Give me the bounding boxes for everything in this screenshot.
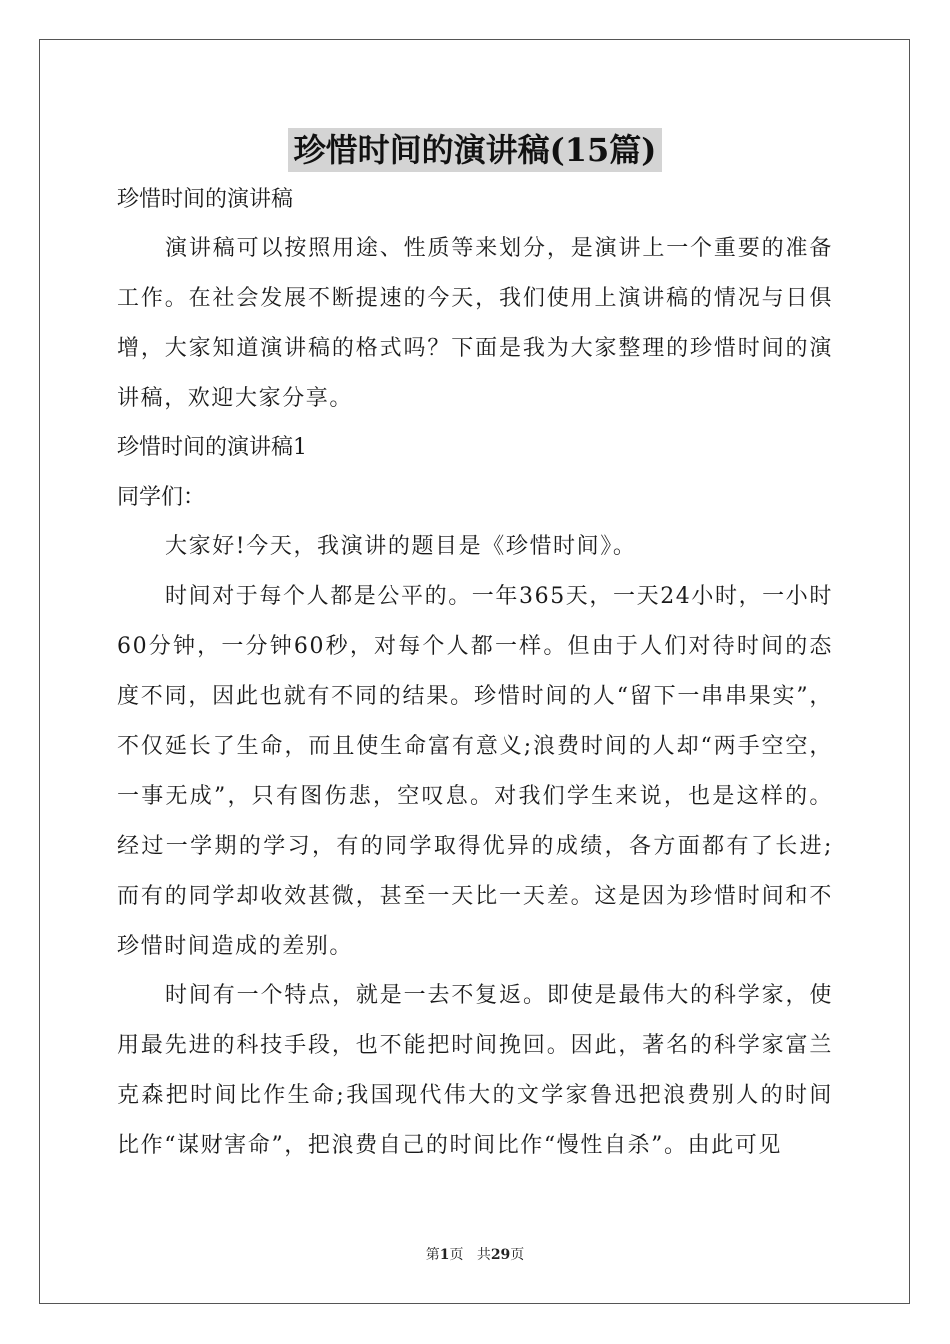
total-suffix: 页	[510, 1247, 525, 1263]
body-paragraph-1	[117, 572, 833, 972]
page-number: 1	[439, 1247, 450, 1263]
page-suffix: 页	[449, 1247, 464, 1263]
document-title: 珍惜时间的演讲稿(15篇)	[288, 128, 663, 172]
page-footer	[0, 1244, 950, 1264]
body-paragraph-2-text: 时间有一个特点，就是一去不复返。即使是最伟大的科学家，使用最先进的科技手段，也不能把时间挽回。因此，著名的科学家富兰克森把时间比作生命;我国现代伟大的文学家鲁迅把浪费别人的时间比作“谋财害命”，把浪费自己的时间比作“慢性自杀”。由此可见	[117, 983, 833, 1158]
salutation: 同学们：	[117, 485, 206, 510]
total-pages: 29	[490, 1247, 511, 1263]
title-container	[117, 128, 833, 172]
greeting-paragraph	[117, 522, 833, 572]
body-paragraph-1-text: 时间对于每个人都是公平的。一年365天，一天24小时，一小时60分钟，一分钟60秒，对每个人都一样。但由于人们对待时间的态度不同，因此也就有不同的结果。珍惜时间的人“留下一串串果实”，不仅延长了生命，而且使生命富有意义;浪费时间的人却“两手空空，一事无成”，只有图伤悲，空叹息。对我们学生来说，也是这样的。经过一学期的学习，有的同学取得优异的成绩，各方面都有了长进;而有的同学却收效甚微，甚至一天比一天差。这是因为珍惜时间和不珍惜时间造成的差别。	[117, 584, 833, 959]
intro-paragraph	[117, 224, 833, 424]
greeting-text: 大家好!今天，我演讲的题目是《珍惜时间》。	[165, 534, 637, 559]
subtitle: 珍惜时间的演讲稿	[117, 187, 294, 212]
total-prefix: 共	[476, 1247, 491, 1263]
page-prefix: 第	[425, 1247, 440, 1263]
intro-text: 演讲稿可以按照用途、性质等来划分，是演讲上一个重要的准备工作。在社会发展不断提速的今天，我们使用上演讲稿的情况与日俱增，大家知道演讲稿的格式吗？下面是我为大家整理的珍惜时间的演讲稿，欢迎大家分享。	[117, 236, 833, 411]
section-heading: 珍惜时间的演讲稿1	[117, 435, 307, 460]
body-paragraph-2	[117, 971, 833, 1171]
